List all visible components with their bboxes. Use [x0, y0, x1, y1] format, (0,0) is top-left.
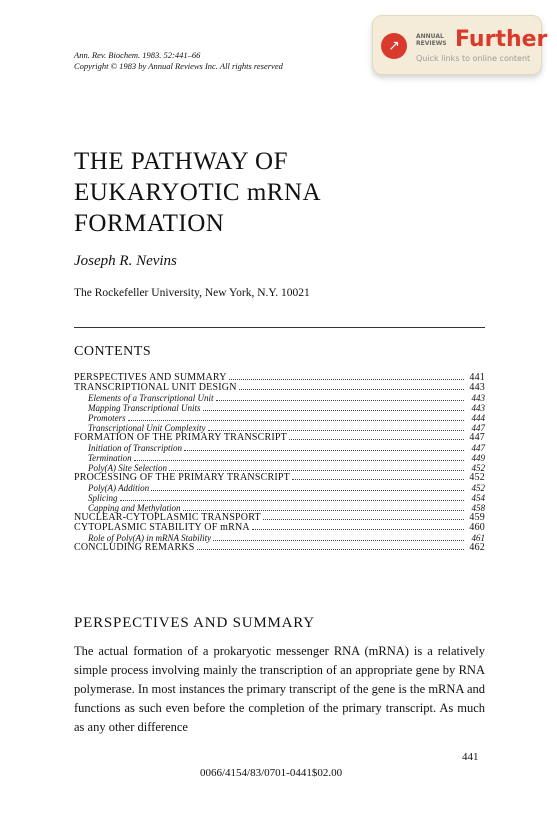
copyright-line: Copyright © 1983 by Annual Reviews Inc. All rights reserved	[74, 61, 283, 71]
toc-entry-label: Termination	[88, 453, 132, 463]
toc-entry-page: 459	[469, 512, 485, 523]
toc-entry[interactable]	[74, 473, 485, 483]
toc-entry-page: 452	[471, 483, 485, 493]
toc-entry-label: TRANSCRIPTIONAL UNIT DESIGN	[74, 382, 237, 393]
toc-leader-dots	[183, 510, 465, 511]
toc-entry-page: 461	[471, 533, 485, 543]
toc-entry-page: 441	[469, 372, 485, 383]
toc-leader-dots	[239, 389, 464, 390]
toc-entry-label: CONCLUDING REMARKS	[74, 542, 195, 553]
toc-leader-dots	[289, 439, 464, 440]
toc-leader-dots	[213, 540, 464, 541]
toc-entry-label: PERSPECTIVES AND SUMMARY	[74, 372, 227, 383]
article-title	[74, 146, 321, 239]
toc-entry-label: Mapping Transcriptional Units	[88, 403, 201, 413]
toc-leader-dots	[252, 529, 464, 530]
toc-leader-dots	[292, 479, 464, 480]
toc-entry[interactable]	[74, 433, 485, 443]
toc-entry-label: Capping and Methylation	[88, 503, 181, 513]
toc-entry[interactable]	[74, 443, 485, 453]
footer-code: 0066/4154/83/0701-0441$02.00	[200, 767, 343, 779]
toc-entry-label: CYTOPLASMIC STABILITY OF mRNA	[74, 522, 250, 533]
author-name: Joseph R. Nevins	[74, 253, 177, 269]
badge-brand-big: Further	[455, 27, 548, 52]
toc-leader-dots	[134, 460, 464, 461]
title-line: THE PATHWAY OF	[74, 148, 288, 175]
toc-leader-dots	[120, 500, 465, 501]
title-line: EUKARYOTIC mRNA	[74, 179, 322, 206]
toc-entry-page: 444	[471, 413, 485, 423]
toc-entry[interactable]	[74, 403, 485, 413]
toc-entry[interactable]	[74, 543, 485, 553]
toc-entry-label: Elements of a Transcriptional Unit	[88, 393, 214, 403]
toc-entry-page: 452	[471, 463, 485, 473]
section-heading: PERSPECTIVES AND SUMMARY	[74, 615, 315, 631]
toc-leader-dots	[128, 420, 464, 421]
toc-entry[interactable]	[74, 483, 485, 493]
further-badge[interactable]	[372, 15, 548, 75]
toc-leader-dots	[197, 549, 464, 550]
toc-leader-dots	[208, 430, 464, 431]
toc-entry-page: 454	[471, 493, 485, 503]
toc-leader-dots	[169, 470, 464, 471]
toc-entry-label: PROCESSING OF THE PRIMARY TRANSCRIPT	[74, 472, 290, 483]
toc-entry-page: 443	[471, 393, 485, 403]
toc-entry-label: FORMATION OF THE PRIMARY TRANSCRIPT	[74, 432, 287, 443]
toc-leader-dots	[229, 379, 464, 380]
toc-entry-page: 452	[469, 472, 485, 483]
toc-entry[interactable]	[74, 453, 485, 463]
toc-entry[interactable]	[74, 493, 485, 503]
toc-entry-page: 447	[469, 432, 485, 443]
badge-subtitle: Quick links to online content	[416, 54, 531, 63]
body-paragraph: The actual formation of a prokaryotic messenger RNA (mRNA) is a relatively simple process involving mainly the transcription of an appropriate gene by RNA polymerase. In most instances the primary transcript of the gene is the mRNA and functions as such even before the completion of the primary transcript. As much as any other difference	[74, 644, 485, 734]
badge-brand-small: ANNUAL REVIEWS	[416, 33, 447, 47]
toc-entry-label: Initiation of Transcription	[88, 443, 183, 453]
toc-entry[interactable]	[74, 413, 485, 423]
toc-entry-label: Promoters	[88, 413, 126, 423]
toc-entry-page: 447	[471, 443, 485, 453]
toc-leader-dots	[263, 519, 464, 520]
toc-entry[interactable]	[74, 393, 485, 403]
external-link-icon: ↗	[381, 33, 407, 59]
toc-entry-label: Poly(A) Site Selection	[88, 463, 167, 473]
title-line: FORMATION	[74, 210, 225, 237]
journal-header	[74, 50, 283, 72]
toc-entry-page: 460	[469, 522, 485, 533]
toc-entry-page: 443	[471, 403, 485, 413]
table-of-contents	[74, 373, 485, 553]
page-number: 441	[462, 751, 479, 763]
journal-citation: Ann. Rev. Biochem. 1983. 52:441–66	[74, 50, 201, 60]
toc-entry[interactable]	[74, 523, 485, 533]
toc-entry-label: Transcriptional Unit Complexity	[88, 423, 206, 433]
toc-entry-page: 449	[471, 453, 485, 463]
toc-entry-label: NUCLEAR-CYTOPLASMIC TRANSPORT	[74, 512, 261, 523]
contents-heading: CONTENTS	[74, 344, 152, 359]
toc-leader-dots	[216, 400, 464, 401]
toc-entry-page: 443	[469, 382, 485, 393]
toc-entry-label: Poly(A) Addition	[88, 483, 150, 493]
toc-entry[interactable]	[74, 383, 485, 393]
toc-leader-dots	[151, 490, 464, 491]
author-affiliation: The Rockefeller University, New York, N.Y. 10021	[74, 287, 310, 299]
divider	[74, 327, 485, 328]
toc-leader-dots	[203, 410, 464, 411]
toc-leader-dots	[184, 450, 464, 451]
toc-entry-label: Role of Poly(A) in mRNA Stability	[88, 533, 212, 543]
toc-entry-label: Splicing	[88, 493, 118, 503]
toc-entry-page: 462	[469, 542, 485, 553]
toc-entry-page: 447	[471, 423, 485, 433]
toc-entry-page: 458	[471, 503, 485, 513]
